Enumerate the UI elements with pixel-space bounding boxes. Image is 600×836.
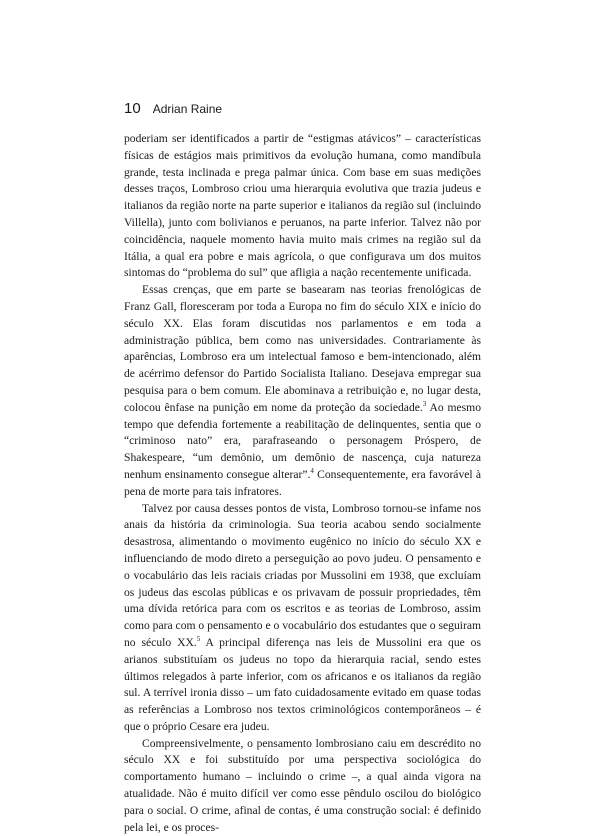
paragraph-3 [124, 501, 481, 736]
paragraph-2 [124, 282, 481, 500]
paragraph-text: Essas crenças, que em parte se basearam nas teorias frenológicas de Franz Gall, floresceram por toda a Europa no fim do século XIX e início do século XX. Elas foram discutidas nos parlamentos e em toda a administração pública, bem como nas universidades. Contrariamente às aparências, Lombroso era um intelectual famoso e bem-intencionado, além de acérrimo defensor do Partido Socialista Italiano. Desejava empregar sua pesquisa para o bem comum. Ele abominava a retribuição e, no lugar desta, colocou ênfase na punição em nome da proteção da sociedade. [124, 283, 481, 414]
paragraph-text: Ao mesmo tempo que defendia fortemente a reabilitação de delinquentes, sentia que o “criminoso nato” era, parafraseando o personagem Próspero, de Shakespeare, “um demônio, um demônio de nascença, cuja natureza nenhum ensinamento consegue alterar”. [124, 400, 481, 481]
paragraph-1 [124, 131, 481, 282]
footnote-ref-4[interactable]: 4 [310, 467, 314, 476]
paragraph-text: A principal diferença nas leis de Mussolini era que os arianos substituíam os judeus no topo da hierarquia racial, sendo estes últimos relegados à parte inferior, com os africanos e os italianos da região sul. A terrível ironia disso – um fato cuidadosamente evitado em quase todas as referências a Lombroso nos textos criminológicos contemporâneos – é que o próprio Cesare era judeu. [124, 635, 481, 733]
author-name: Adrian Raine [152, 102, 223, 116]
body-text [124, 131, 481, 836]
paragraph-text: poderiam ser identificados a partir de “estigmas atávicos” – características físicas de estágios mais primitivos da evolução humana, como mandíbula grande, testa inclinada e prega palmar única. Com base em suas medições desses traços, Lombroso criou uma hierarquia evolutiva que trazia judeus e italianos da região norte na parte superior e italianos da região sul (incluindo Villella), junto com bolivianos e peruanos, na parte inferior. Talvez não por coincidência, naquele momento havia muito mais crimes na região sul da Itália, a qual era pobre e mais agrícola, o que configurava um dos muitos sintomas do “problema do sul” que afligia a nação recentemente unificada. [124, 132, 481, 280]
paragraph-4 [124, 736, 481, 836]
footnote-ref-3[interactable]: 3 [422, 399, 427, 408]
paragraph-text: Consequentemente, era favorável à pena de morte para tais infratores. [124, 467, 481, 498]
paragraph-text: Talvez por causa desses pontos de vista, Lombroso tornou-se infame nos anais da história da criminologia. Sua teoria acabou sendo socialmente desastrosa, alimentando o movimento eugênico no início do século XX e influenciando de modo direto a perseguição ao povo judeu. O pensamento e o vocabulário das leis raciais criadas por Mussolini em 1938, que excluíam os judeus das escolas públicas e os privavam de possuir propriedades, têm uma dívida retórica para com os escritos e as teorias de Lombroso, assim como para com o pensamento e o vocabulário dos estudantes que o seguiram no século XX. [124, 501, 481, 649]
footnote-ref-5[interactable]: 5 [196, 635, 201, 644]
paragraph-text: Compreensivelmente, o pensamento lombrosiano caiu em descrédito no século XX e foi substituído por uma perspectiva sociológica do comportamento humano – incluindo o crime –, a qual ainda vigora na atualidade. Não é muito difícil ver como esse pêndulo oscilou do biológico para o social. O crime, afinal de contas, é uma construção social: é definido pela lei, e os proces- [124, 736, 481, 834]
running-head [124, 100, 222, 117]
page-number: 10 [124, 100, 141, 117]
